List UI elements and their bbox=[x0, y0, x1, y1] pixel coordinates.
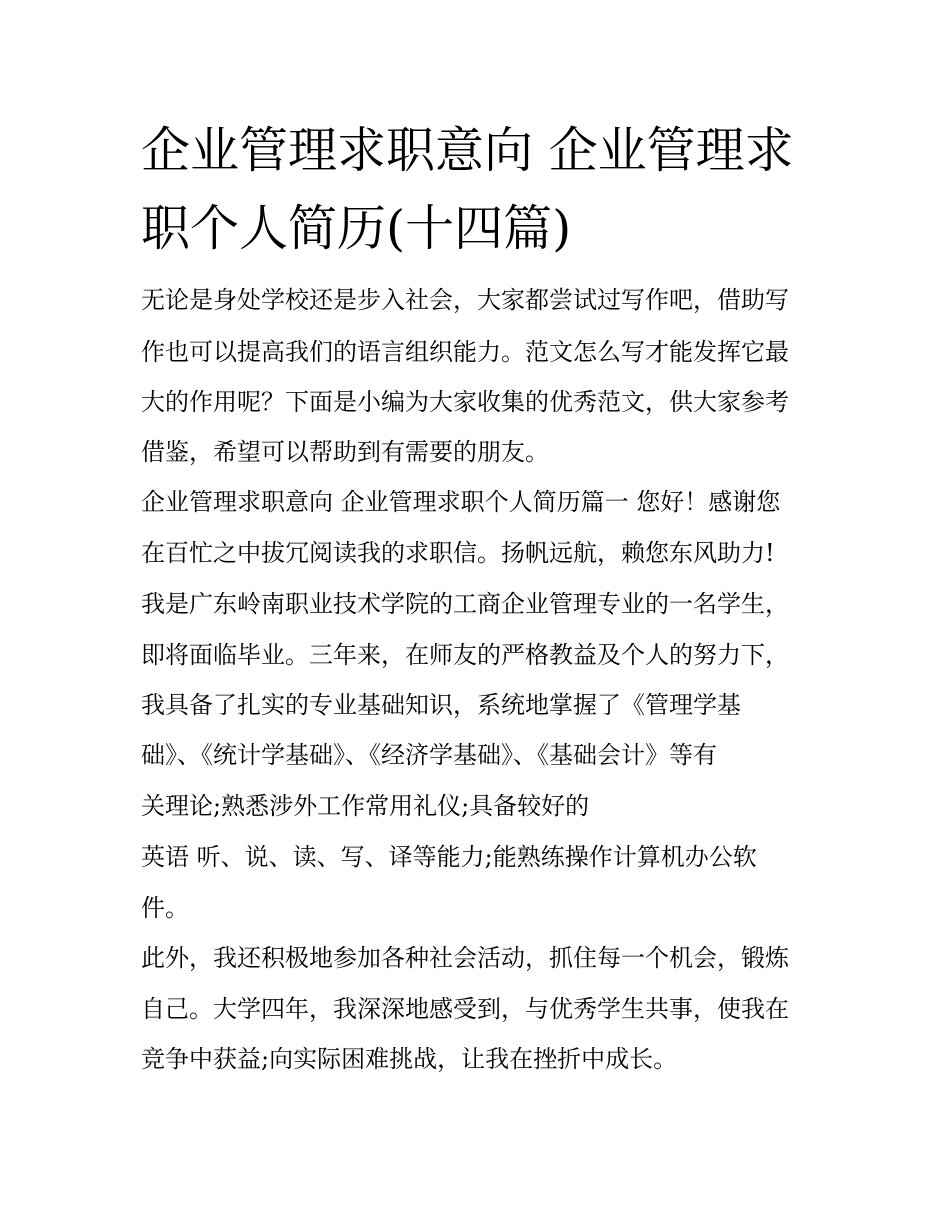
body-line-3: 大的作用呢？下面是小编为大家收集的优秀范文，供大家参考 bbox=[141, 388, 789, 416]
body-line-1: 无论是身处学校还是步入社会，大家都尝试过写作吧，借助写 bbox=[141, 286, 789, 314]
body-line-6: 在百忙之中拔冗阅读我的求职信。扬帆远航，赖您东风助力! bbox=[141, 539, 775, 567]
body-line-11: 关理论;熟悉涉外工作常用礼仪;具备较好的 bbox=[141, 792, 590, 820]
body-line-14: 此外，我还积极地参加各种社会活动，抓住每一个机会，锻炼 bbox=[141, 944, 789, 972]
document-title bbox=[141, 112, 821, 268]
body-line-2: 作也可以提高我们的语言组织能力。范文怎么写才能发挥它最 bbox=[141, 338, 789, 366]
body-line-4: 借鉴，希望可以帮助到有需要的朋友。 bbox=[141, 438, 549, 466]
body-line-13: 件。 bbox=[141, 894, 189, 922]
body-line-9: 我具备了扎实的专业基础知识，系统地掌握了《管理学基 bbox=[141, 691, 741, 719]
body-line-7: 我是广东岭南职业技术学院的工商企业管理专业的一名学生， bbox=[141, 590, 789, 618]
title-line-2: 职个人简历(十四篇) bbox=[141, 200, 572, 257]
title-line-1: 企业管理求职意向 企业管理求 bbox=[141, 122, 794, 179]
body-line-5: 企业管理求职意向 企业管理求职个人简历篇一 您好！感谢您 bbox=[141, 488, 781, 516]
body-line-16: 竞争中获益;向实际困难挑战，让我在挫折中成长。 bbox=[141, 1045, 678, 1073]
body-line-12: 英语 听、说、读、写、译等能力;能熟练操作计算机办公软 bbox=[141, 843, 757, 871]
body-line-10: 础》、《统计学基础》、《经济学基础》、《基础会计》等有 bbox=[141, 741, 717, 769]
body-line-15: 自己。大学四年，我深深地感受到，与优秀学生共事，使我在 bbox=[141, 995, 789, 1023]
body-line-8: 即将面临毕业。三年来，在师友的严格教益及个人的努力下， bbox=[141, 641, 789, 669]
